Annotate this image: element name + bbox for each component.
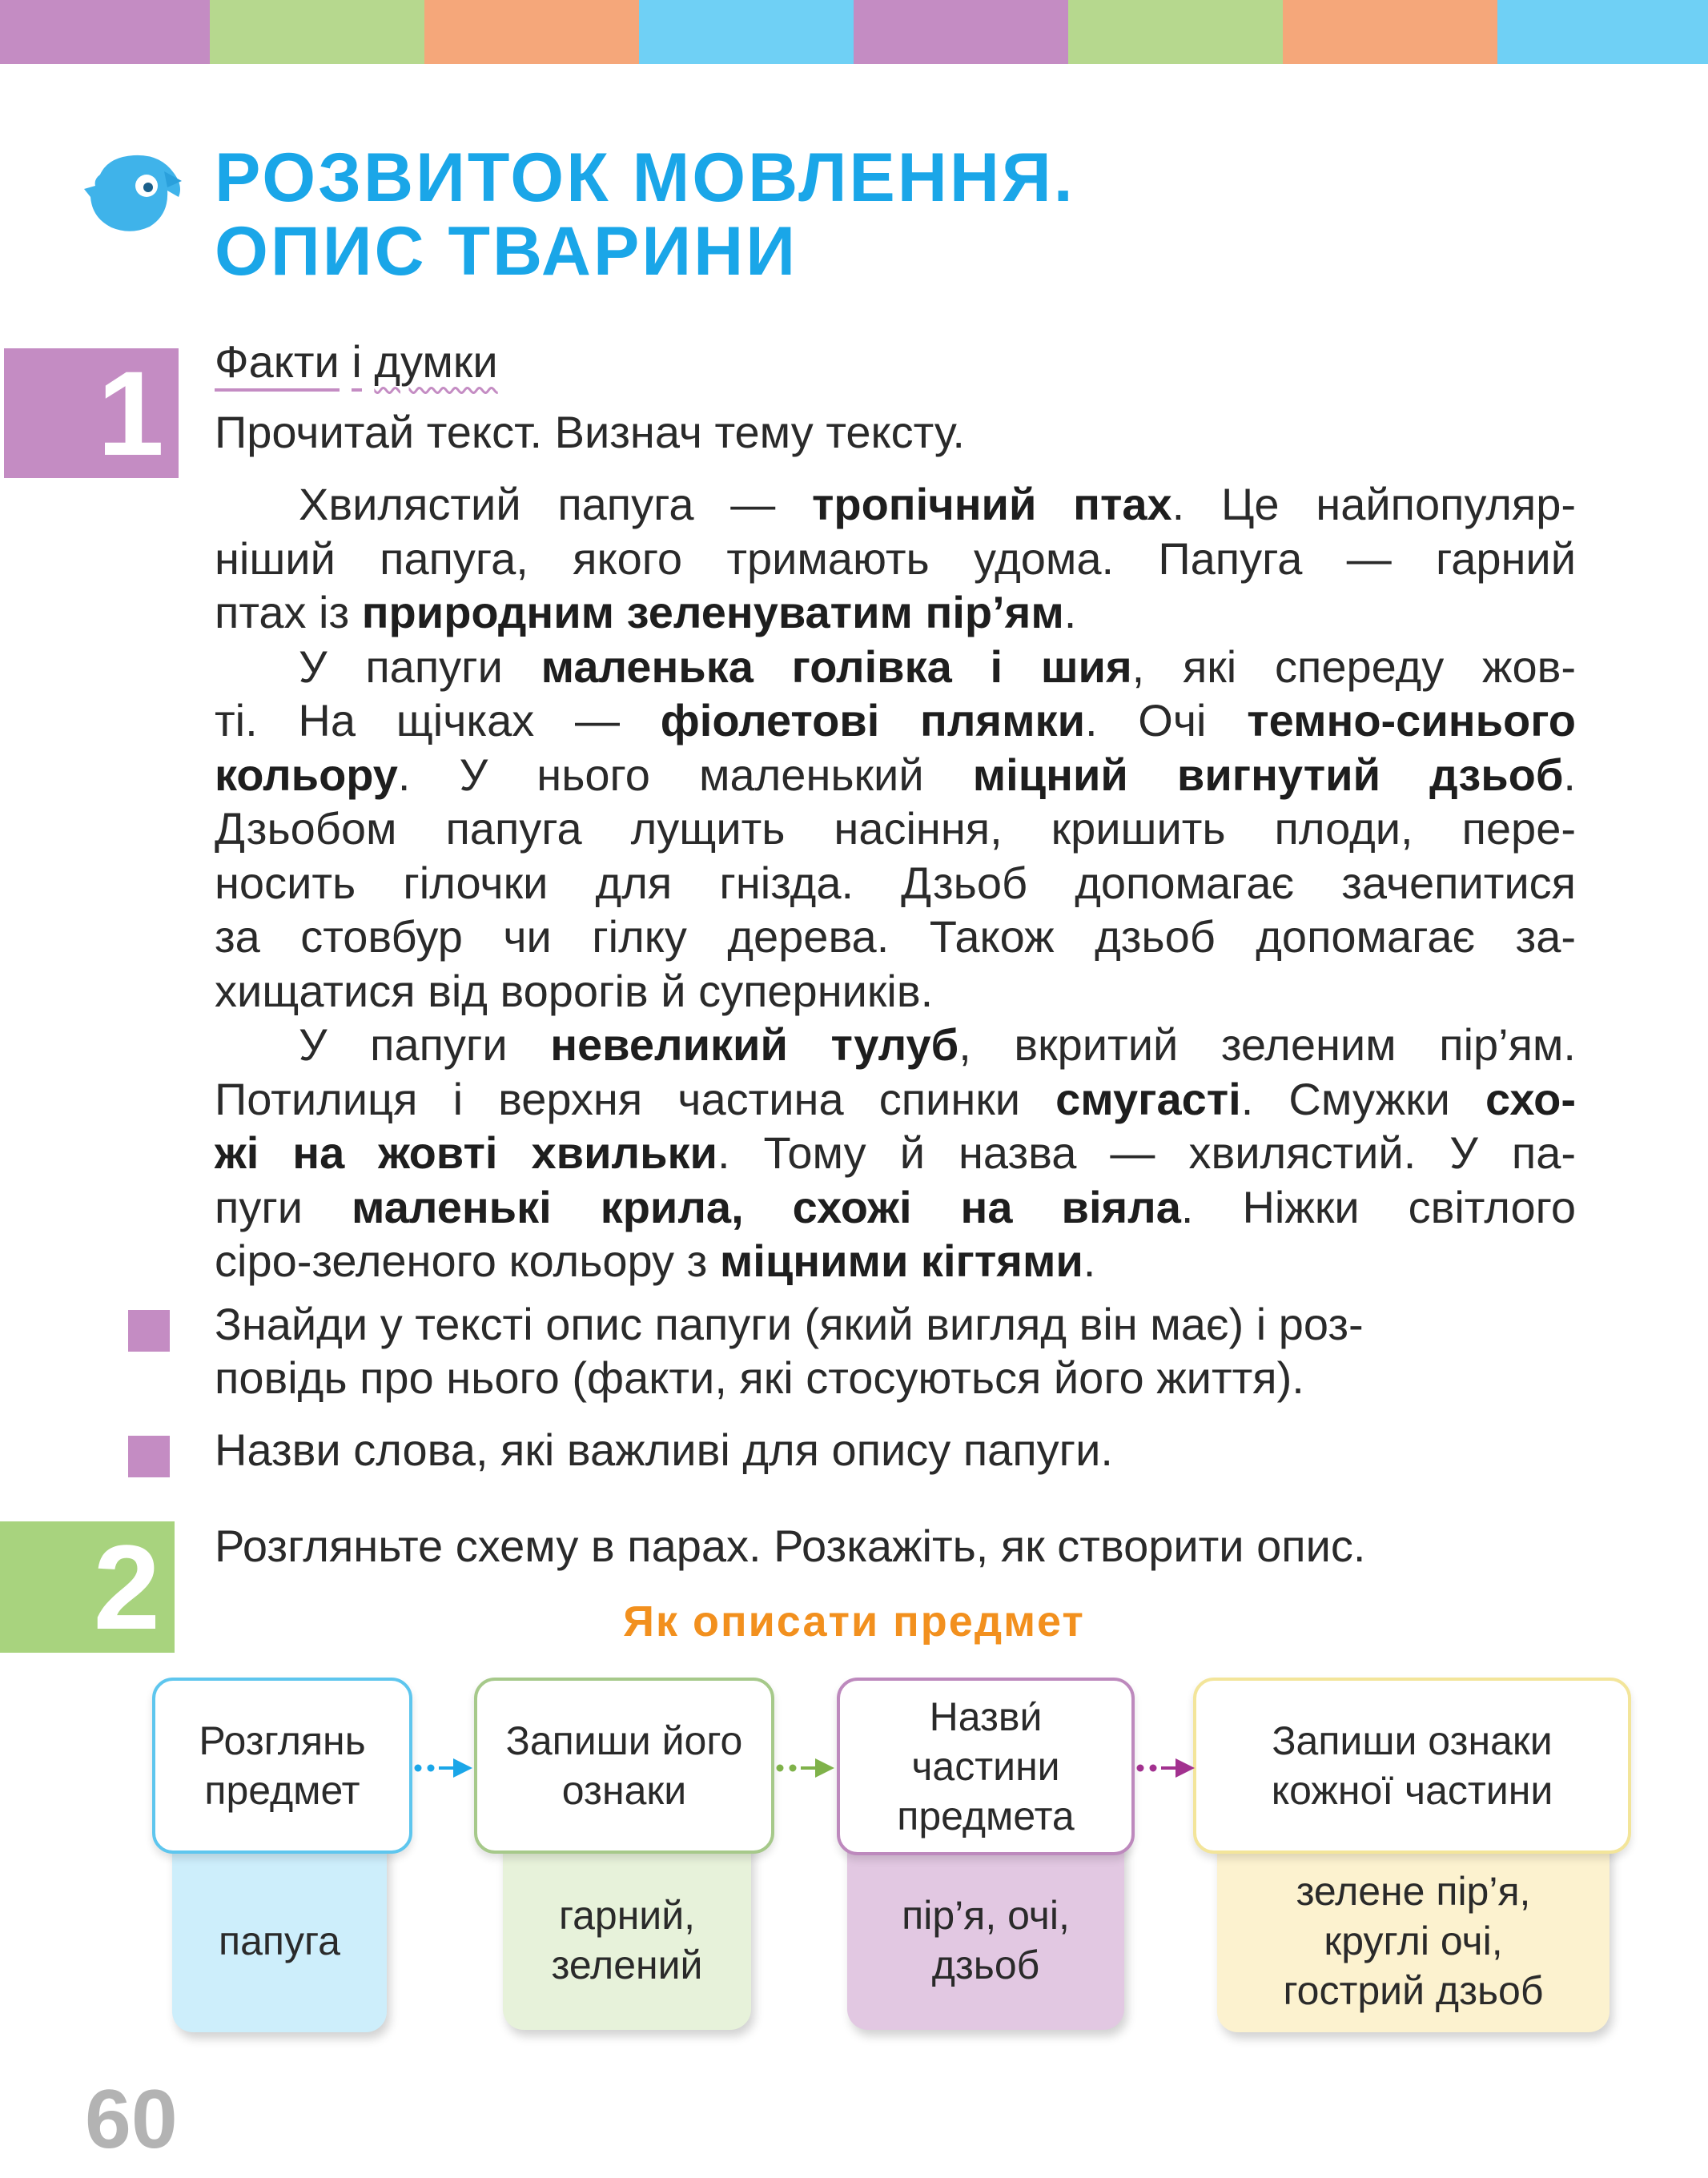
text-segment: пуги <box>215 1181 352 1232</box>
text-line <box>215 477 1576 531</box>
schema-step-2 <box>474 1678 774 1854</box>
page-number: 60 <box>85 2073 178 2166</box>
step-label-line: Назви́ <box>929 1694 1043 1739</box>
text-segment: птах із <box>215 587 362 637</box>
task-1-line-1: Знайди у тексті опис папуги (який вигляд він має) і роз- <box>215 1299 1364 1349</box>
text-line <box>215 1018 1576 1071</box>
bold-phrase: невеликий тулуб <box>550 1019 959 1070</box>
exercise-2-instruction: Розгляньте схему в парах. Розкажіть, як створити опис. <box>215 1521 1366 1571</box>
text-segment: , вкритий зеленим пір’ям. <box>958 1019 1576 1070</box>
bold-phrase: маленькі крила, схожі на віяла <box>352 1181 1181 1232</box>
bold-phrase: природним зеленуватим пір’ям <box>361 587 1064 637</box>
text-line <box>215 964 1576 1018</box>
text-line <box>215 856 1576 910</box>
text-line <box>215 585 1576 639</box>
step-label-line: кожної частини <box>1271 1768 1553 1813</box>
arrow-right-icon <box>1134 1752 1196 1784</box>
bold-phrase: кольору <box>215 749 398 800</box>
top-color-stripes <box>0 0 1708 64</box>
text-segment: . Тому й назва — хвилястий. У па- <box>717 1127 1577 1178</box>
step-label-line: предмета <box>897 1794 1075 1838</box>
schema-title: Як описати предмет <box>623 1597 1085 1646</box>
example-line: зелений <box>551 1942 703 1987</box>
text-segment: Хвилястий папуга — <box>299 479 812 529</box>
text-line <box>215 748 1576 802</box>
stripe-4 <box>639 0 854 64</box>
bold-phrase: смугасті <box>1055 1073 1241 1124</box>
step-label-line: предмет <box>204 1768 360 1813</box>
text-segment: . Це найпопуляр- <box>1171 479 1576 529</box>
text-line <box>215 1072 1576 1126</box>
text-line <box>215 910 1576 963</box>
schema-example-3 <box>847 1826 1124 2030</box>
bold-phrase: жі на жовті хвильки <box>215 1127 717 1178</box>
text-segment: . У нього маленький <box>397 749 973 800</box>
task-bullet-1 <box>128 1310 170 1352</box>
schema-step-4 <box>1193 1678 1631 1854</box>
heading-word-thoughts: думки <box>374 336 498 387</box>
stripe-2 <box>210 0 424 64</box>
text-line <box>215 532 1576 585</box>
exercise-1-number: 1 <box>4 348 179 478</box>
example-line: пір’я, очі, <box>902 1892 1070 1938</box>
stripe-6 <box>1068 0 1283 64</box>
schema-example-1 <box>172 1826 387 2032</box>
example-line: дзьоб <box>931 1942 1040 1987</box>
example-line: гарний, <box>558 1892 696 1938</box>
bold-phrase: міцний вигнутий дзьоб <box>972 749 1564 800</box>
text-segment: . <box>1563 749 1576 800</box>
example-line: зелене пір’я, <box>1296 1869 1531 1914</box>
task-2: Назви слова, які важливі для опису папуги. <box>215 1425 1113 1475</box>
schema-example-4 <box>1217 1826 1610 2032</box>
page-title <box>215 141 1075 288</box>
example-line: гострий дзьоб <box>1283 1968 1544 2013</box>
stripe-7 <box>1283 0 1497 64</box>
bold-phrase: міцними кігтями <box>719 1236 1083 1286</box>
bold-phrase: тропічний птах <box>811 479 1172 529</box>
example-line: папуга <box>219 1919 340 1963</box>
stripe-3 <box>424 0 639 64</box>
text-line <box>215 640 1576 693</box>
text-segment: за стовбур чи гілку дерева. Також дзьоб допомагає за- <box>215 911 1576 962</box>
text-segment: хищатися від ворогів й суперників. <box>215 965 934 1016</box>
heading-word-facts: Факти <box>215 336 340 392</box>
step-label-line: Запиши його <box>505 1718 743 1763</box>
text-segment: , які спереду жов- <box>1131 641 1576 692</box>
text-segment: Потилиця і верхня частина спинки <box>215 1073 1056 1124</box>
arrow-right-icon <box>774 1752 836 1784</box>
text-line <box>215 1126 1576 1179</box>
text-segment: ті. На щічках — <box>215 695 661 745</box>
text-segment: Дзьобом папуга лущить насіння, кришить плоди, пере- <box>215 803 1576 854</box>
bold-phrase: фіолетові плямки <box>660 695 1085 745</box>
step-label-line: Розглянь <box>199 1718 366 1763</box>
text-segment: . Ніжки світлого <box>1180 1181 1577 1232</box>
text-line <box>215 1180 1576 1234</box>
step-label-line: Запиши ознаки <box>1272 1718 1553 1763</box>
stripe-5 <box>854 0 1068 64</box>
text-segment: . Смужки <box>1240 1073 1485 1124</box>
text-line <box>215 802 1576 855</box>
heading-word-and: і <box>352 336 361 392</box>
schema-step-1 <box>152 1678 412 1854</box>
task-bullet-2 <box>128 1436 170 1477</box>
parrot-head-icon <box>84 151 184 235</box>
text-segment: носить гілочки для гнізда. Дзьоб допомагає зачепитися <box>215 857 1576 908</box>
text-segment: сіро-зеленого кольору з <box>215 1236 720 1286</box>
text-segment: . Очі <box>1085 695 1248 745</box>
example-line: круглі очі, <box>1324 1919 1503 1963</box>
text-line <box>215 693 1576 747</box>
text-segment: . <box>1063 587 1077 637</box>
bold-phrase: темно-синього <box>1247 695 1576 745</box>
exercise-2-number: 2 <box>0 1521 175 1653</box>
arrow-right-icon <box>412 1752 474 1784</box>
bold-phrase: маленька голівка і шия <box>541 641 1132 692</box>
title-line-1: РОЗВИТОК МОВЛЕННЯ. <box>215 139 1075 216</box>
schema-step-3 <box>837 1678 1135 1855</box>
schema-example-2 <box>503 1826 751 2030</box>
text-segment: ніший папуга, якого тримають удома. Папуга — гарний <box>215 532 1576 584</box>
task-1-line-2: повідь про нього (факти, які стосуються його життя). <box>215 1352 1304 1403</box>
text-segment: У папуги <box>299 1019 551 1070</box>
text-line <box>215 1234 1576 1288</box>
text-segment: У папуги <box>299 641 541 692</box>
exercise-1-instruction: Прочитай текст. Визнач тему тексту. <box>215 407 965 457</box>
text-segment: . <box>1083 1236 1096 1286</box>
title-line-2: ОПИС ТВАРИНИ <box>215 213 798 290</box>
step-label-line: ознаки <box>561 1768 687 1813</box>
exercise-1-heading <box>215 335 1576 388</box>
stripe-1 <box>0 0 210 64</box>
stripe-8 <box>1497 0 1708 64</box>
bold-phrase: схо- <box>1485 1073 1576 1124</box>
step-label-line: частини <box>911 1744 1060 1789</box>
